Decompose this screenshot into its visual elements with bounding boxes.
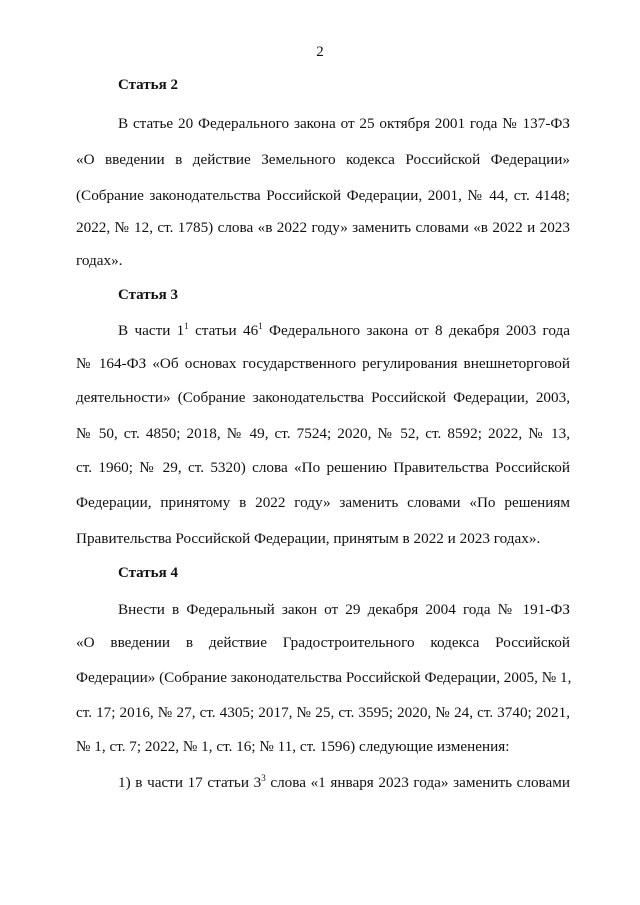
paragraph-line: «О введении в действие Градостроительного кодекса Российской xyxy=(76,634,570,651)
page-number: 2 xyxy=(316,44,324,60)
article-heading: Статья 2 xyxy=(118,77,178,93)
paragraph-line: Федерации, принятому в 2022 году» заменить словами «По решениям xyxy=(76,494,570,511)
article-heading: Статья 3 xyxy=(118,287,178,303)
paragraph-line: № 164-ФЗ «Об основах государственного регулирования внешнеторговой xyxy=(76,355,570,372)
paragraph-line: (Собрание законодательства Российской Федерации, 2001, № 44, ст. 4148; xyxy=(76,187,570,204)
paragraph-line: № 50, ст. 4850; 2018, № 49, ст. 7524; 2020, № 52, ст. 8592; 2022, № 13, xyxy=(76,425,570,442)
paragraph-line: «О введении в действие Земельного кодекса Российской Федерации» xyxy=(76,151,570,168)
paragraph-line: В статье 20 Федерального закона от 25 октября 2001 года № 137-ФЗ xyxy=(118,115,570,132)
paragraph-line: Внести в Федеральный закон от 29 декабря 2004 года № 191-ФЗ xyxy=(118,601,570,618)
paragraph-line: № 1, ст. 7; 2022, № 1, ст. 16; № 11, ст. 1596) следующие изменения: xyxy=(76,738,510,755)
paragraph-line: Федерации» (Собрание законодательства Российской Федерации, 2005, № 1, xyxy=(76,669,572,686)
paragraph-line: ст. 1960; № 29, ст. 5320) слова «По решению Правительства Российской xyxy=(76,459,570,476)
paragraph-line: ст. 17; 2016, № 27, ст. 4305; 2017, № 25, ст. 3595; 2020, № 24, ст. 3740; 2021, xyxy=(76,704,570,721)
paragraph-line: В части $1^1$ статьи $46^1$ Федерального закона от 8 декабря 2003 года xyxy=(118,320,570,339)
paragraph-line: Правительства Российской Федерации, принятым в 2022 и 2023 годах». xyxy=(76,530,541,547)
article-heading: Статья 4 xyxy=(118,565,178,581)
paragraph-line: годах». xyxy=(76,252,123,269)
paragraph-line: деятельности» (Собрание законодательства Российской Федерации, 2003, xyxy=(76,389,570,406)
paragraph-line: 1) в части 17 статьи $3^3$ слова «1 января 2023 года» заменить словами xyxy=(118,772,570,791)
paragraph-line: 2022, № 12, ст. 1785) слова «в 2022 году» заменить словами «в 2022 и 2023 xyxy=(76,219,570,236)
